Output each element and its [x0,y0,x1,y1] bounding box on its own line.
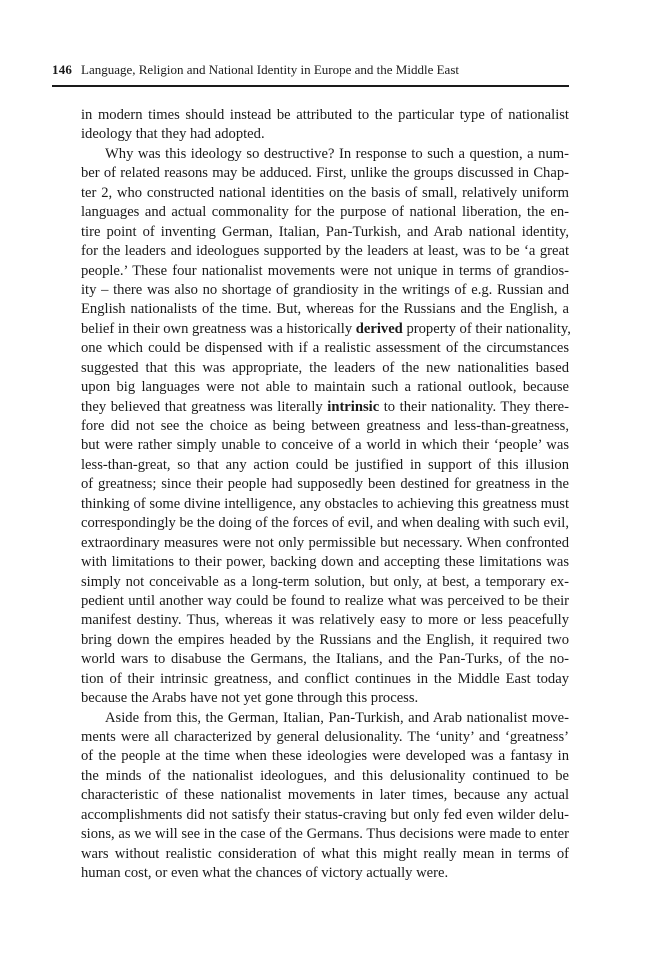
text-line: ber of related reasons may be adduced. First, unlike the groups discussed in Chap- [81,165,569,182]
text-line: ments were all characterized by general delusionality. The ‘unity’ and ‘greatness’ [81,729,569,745]
text-fragment: belief in their own greatness was a historically [81,320,356,337]
text-line: with limitations to their power, backing down and accepting these limitations was [81,554,569,571]
text-line: of greatness; since their people had supposedly been destined for greatness in the [81,476,569,493]
text-line: people.’ These four nationalist movements were not unique in terms of grandios- [81,262,569,279]
text-line [81,398,569,417]
text-line: correspondingly be the doing of the forces of evil, and when dealing with such evil, [81,515,569,532]
text-line: human cost, or even what the chances of victory actually were. [81,865,449,882]
text-line: Aside from this, the German, Italian, Pan-Turkish, and Arab nationalist move- [105,709,569,726]
text-line: in modern times should instead be attributed to the particular type of nationalist [81,107,569,123]
text-fragment: to their nationality. They there- [379,398,570,415]
text-fragment: property of their nationality, [402,320,571,337]
running-title: Language, Religion and National Identity in Europe and the Middle East [81,62,459,77]
text-line: ideology that they had adopted. [81,126,265,143]
text-line: fore did not see the choice as being between greatness and less-than-greatness, [81,418,569,434]
text-line: English nationalists of the time. But, whereas for the Russians and the English, a [81,301,569,318]
text-line: suggested that this was appropriate, the leaders of the new nationalities based [81,359,569,376]
text-line: tire point of inventing German, Italian, Pan-Turkish, and Arab national identity, [81,223,569,240]
text-line: less-than-great, so that any action could be justified in support of this illusion [81,456,569,473]
text-line: characteristic of these nationalist movements in later times, because any actual [81,787,569,804]
text-line: world wars to disabuse the Germans, the Italians, and the Pan-Turks, of the no- [81,651,569,668]
text-line: one which could be dispensed with if a realistic assessment of the circumstances [81,340,569,357]
text-fragment: they believed that greatness was literally [81,398,328,415]
page-number: 146 [52,62,73,77]
text-line: upon big languages were not able to maintain such a rational outlook, because [81,379,569,396]
text-line: of the people at the time when these ideologies were developed was a fantasy in [81,748,569,765]
text-line: thinking of some divine intelligence, any obstacles to achieving this greatness must [81,495,569,512]
text-line: accomplishments did not satisfy their status-craving but only fed even wilder delu- [81,806,569,823]
text-line: extraordinary measures were not only permissible but necessary. When confronted [81,534,569,551]
text-line: tion of their intrinsic greatness, and conflict continues in the Middle East today [81,670,569,687]
text-line: pedient until another way could be found to realize what was perceived to be their [81,592,569,609]
emphasized-term: derived [355,320,403,337]
emphasized-term: intrinsic [327,398,380,415]
body-text [81,106,569,884]
text-line: sions, as we will see in the case of the Germans. Thus decisions were made to enter [81,826,569,843]
text-line: wars without realistic consideration of what this might really mean in terms of [81,845,569,862]
text-line: manifest destiny. Thus, whereas it was relatively easy to more or less peacefully [81,612,569,629]
text-line: simply not conceivable as a long-term solution, but only, at best, a temporary ex- [81,573,569,590]
text-line: because the Arabs have not yet gone through this process. [81,690,419,707]
text-line: Why was this ideology so destructive? In response to such a question, a num- [105,145,569,162]
running-header [52,60,569,87]
text-line [81,320,569,339]
text-line: the minds of the nationalist ideologues, and this delusionality continued to be [81,767,569,784]
text-line: bring down the empires headed by the Russians and the English, it required two [81,631,569,648]
text-line: languages and actual commonality for the purpose of national liberation, the en- [81,204,569,221]
text-line: for the leaders and ideologues supported by the leaders at least, was to be ‘a great [81,243,569,260]
text-line: ity – there was also no shortage of grandiosity in the writings of e.g. Russian and [81,281,569,298]
text-line: ter 2, who constructed national identities on the basis of small, relatively uniform [81,184,569,201]
text-line: but were rather simply unable to conceive of a world in which their ‘people’ was [81,437,569,454]
